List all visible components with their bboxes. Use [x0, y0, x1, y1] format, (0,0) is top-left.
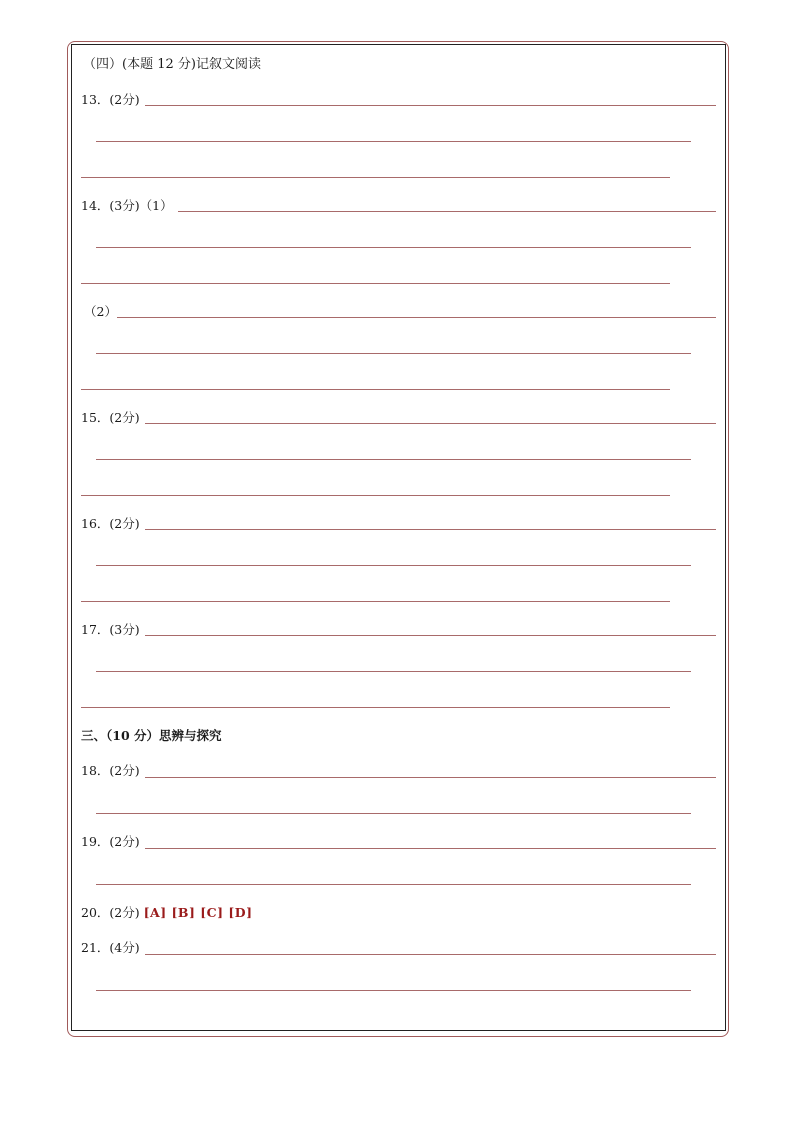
q21-answer-line-1[interactable]: [145, 954, 716, 955]
q15-answer-line-1[interactable]: [145, 423, 716, 424]
q16-answer-line-2[interactable]: [96, 565, 691, 566]
q14-part2-answer-line-1[interactable]: [117, 317, 716, 318]
question-18-label: 18．(2分): [81, 763, 140, 778]
q17-answer-line-1[interactable]: [145, 635, 716, 636]
q15-answer-line-3[interactable]: [81, 495, 670, 496]
q16-answer-line-3[interactable]: [81, 601, 670, 602]
q14-part1-answer-line-1[interactable]: [178, 211, 716, 212]
q17-answer-line-2[interactable]: [96, 671, 691, 672]
q18-answer-line-2[interactable]: [96, 813, 691, 814]
question-20-label: [81, 905, 253, 921]
q17-answer-line-3[interactable]: [81, 707, 670, 708]
question-16-label: 16．(2分): [81, 516, 140, 531]
q18-answer-line-1[interactable]: [145, 777, 716, 778]
question-17-label: 17．(3分): [81, 622, 140, 637]
question-13-label: 13．(2分): [81, 92, 140, 107]
q15-answer-line-2[interactable]: [96, 459, 691, 460]
question-19-label: 19．(2分): [81, 834, 140, 849]
q14-part2-answer-line-3[interactable]: [81, 389, 670, 390]
question-15-label: 15．(2分): [81, 410, 140, 425]
q14-part2-answer-line-2[interactable]: [96, 353, 691, 354]
question-21-label: 21．(4分): [81, 940, 140, 955]
question-20-number: 20．(2分): [81, 905, 140, 920]
answer-sheet-inner-border: [71, 44, 726, 1031]
section-3-title: 三、（10 分）思辨与探究: [81, 728, 222, 743]
q16-answer-line-1[interactable]: [145, 529, 716, 530]
q19-answer-line-1[interactable]: [145, 848, 716, 849]
question-14-label: 14．(3分)（1）: [81, 198, 173, 213]
q13-answer-line-3[interactable]: [81, 177, 670, 178]
question-14-part-2-label: （2）: [84, 304, 117, 319]
q13-answer-line-2[interactable]: [96, 141, 691, 142]
question-20-choice-bubbles[interactable]: [A] [B] [C] [D]: [143, 905, 253, 920]
q14-part1-answer-line-3[interactable]: [81, 283, 670, 284]
q21-answer-line-2[interactable]: [96, 990, 691, 991]
q14-part1-answer-line-2[interactable]: [96, 247, 691, 248]
q13-answer-line-1[interactable]: [145, 105, 716, 106]
q19-answer-line-2[interactable]: [96, 884, 691, 885]
section-4-title: （四）(本题 12 分)记叙文阅读: [83, 57, 261, 72]
